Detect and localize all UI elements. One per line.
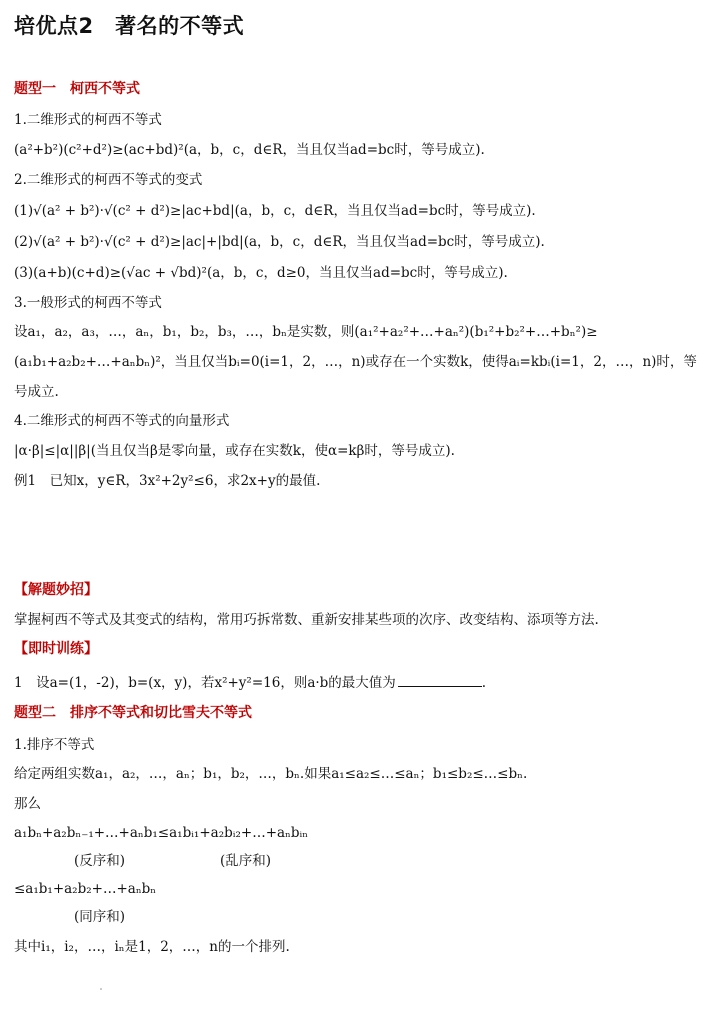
section-heading-cauchy: 题型一 柯西不等式 <box>14 81 140 97</box>
example-line: 例1 已知x，y∈R，3x²+2y²≤6，求2x+y的最值. <box>14 473 321 489</box>
formula-line: (a₁b₁+a₂b₂+…+aₙbₙ)²，当且仅当bᵢ=0(i=1，2，…，n)或存在一个实数k，使得aᵢ=kbᵢ(i=1，2，…，n)时，等 <box>14 354 697 370</box>
practice-text: 1 设a=(1，-2)，b=(x，y)，若x²+y²=16，则a·b的最大值为 <box>14 675 396 691</box>
formula-line: ≤a₁b₁+a₂b₂+…+aₙbₙ <box>14 881 157 897</box>
decorative-dot <box>100 988 102 990</box>
practice-heading: 【即时训练】 <box>14 641 98 657</box>
tips-text: 掌握柯西不等式及其变式的结构，常用巧拆常数、重新安排某些项的次序、改变结构、添项等方法. <box>14 612 599 628</box>
practice-question <box>14 672 486 692</box>
label-random-sum: (乱序和) <box>220 853 272 869</box>
text-line: 4.二维形式的柯西不等式的向量形式 <box>14 413 230 429</box>
page-title: 培优点2 著名的不等式 <box>14 14 245 38</box>
label-reverse-sum: (反序和) <box>74 853 126 869</box>
text-line: 号成立. <box>14 384 59 400</box>
formula-line: |α·β|≤|α||β|(当且仅当β是零向量，或存在实数k，使α=kβ时，等号成立). <box>14 443 455 459</box>
tips-heading: 【解题妙招】 <box>14 582 98 598</box>
text-line: 1.排序不等式 <box>14 737 95 753</box>
text-line: 其中i₁，i₂，…，iₙ是1，2，…，n的一个排列. <box>14 939 290 955</box>
formula-line: (3)(a+b)(c+d)≥(√ac + √bd)²(a，b，c，d≥0，当且仅当ad=bc时，等号成立). <box>14 265 508 281</box>
formula-line: (2)√(a² + b²)·√(c² + d²)≥|ac|+|bd|(a，b，c，d∈R，当且仅当ad=bc时，等号成立). <box>14 234 545 250</box>
answer-blank <box>398 672 482 687</box>
label-same-sum: (同序和) <box>74 909 126 925</box>
formula-line: (1)√(a² + b²)·√(c² + d²)≥|ac+bd|(a，b，c，d∈R，当且仅当ad=bc时，等号成立). <box>14 203 536 219</box>
text-line: 3.一般形式的柯西不等式 <box>14 295 162 311</box>
formula-line: 给定两组实数a₁，a₂，…，aₙ；b₁，b₂，…，bₙ.如果a₁≤a₂≤…≤aₙ；b₁≤b₂≤…≤bₙ. <box>14 766 528 782</box>
formula-line: a₁bₙ+a₂bₙ₋₁+…+aₙb₁≤a₁bᵢ₁+a₂bᵢ₂+…+aₙbᵢₙ <box>14 825 309 841</box>
formula-line: 设a₁，a₂，a₃，…，aₙ，b₁，b₂，b₃，…，bₙ是实数，则(a₁²+a₂²+…+aₙ²)(b₁²+b₂²+…+bₙ²)≥ <box>14 324 598 340</box>
practice-end: . <box>481 675 487 691</box>
text-line: 2.二维形式的柯西不等式的变式 <box>14 172 203 188</box>
text-line: 1.二维形式的柯西不等式 <box>14 112 162 128</box>
section-heading-rearrangement: 题型二 排序不等式和切比雪夫不等式 <box>14 705 252 721</box>
text-line: 那么 <box>14 796 41 812</box>
formula-line: (a²+b²)(c²+d²)≥(ac+bd)²(a，b，c，d∈R，当且仅当ad=bc时，等号成立). <box>14 142 485 158</box>
